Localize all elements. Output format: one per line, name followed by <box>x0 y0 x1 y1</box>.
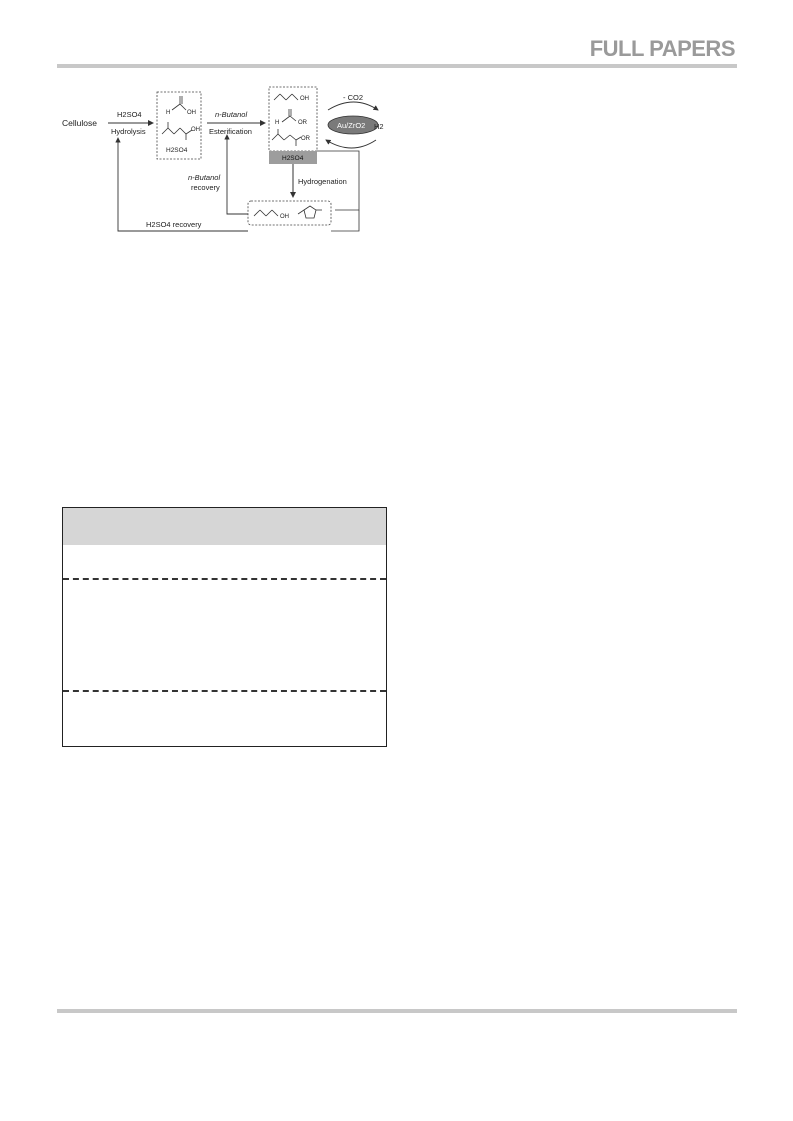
reaction-scheme-figure <box>60 80 384 240</box>
formic-acid-structure <box>172 96 186 110</box>
butyl-levulinate-or-label: OR <box>301 136 310 142</box>
esterification-label: Esterification <box>209 127 252 136</box>
h2so4-recovery-line-tail <box>331 210 359 231</box>
butanol-structure <box>274 94 298 100</box>
footer-rule <box>57 1009 737 1013</box>
cellulose-label: Cellulose <box>62 118 97 128</box>
n-butanol-recovery-label-2: recovery <box>191 183 220 192</box>
hydrolysis-reagent-label: H2SO4 <box>117 110 142 119</box>
table-header-band <box>63 508 386 545</box>
running-header-title: FULL PAPERS <box>589 36 735 61</box>
butanol-product-structure <box>254 210 278 216</box>
catalyst-return-arc <box>326 140 376 148</box>
gamma-valerolactone-structure <box>298 206 322 218</box>
header-rule <box>57 64 737 68</box>
table-rule-bottom <box>63 690 386 692</box>
box1-h2so4-label: H2SO4 <box>166 147 188 154</box>
au-zro2-catalyst-label: Au/ZrO2 <box>337 121 366 130</box>
hydrolysis-label: Hydrolysis <box>111 127 146 136</box>
co2-release-label: - CO2 <box>343 93 364 102</box>
final-products-box <box>248 201 331 225</box>
levulinic-acid-oh-label: OH <box>191 127 200 133</box>
formic-acid-h-label: H <box>166 110 171 116</box>
h2so4-recovery-label: H2SO4 recovery <box>146 220 202 229</box>
butyl-formate-or-label: OR <box>298 120 307 126</box>
butyl-formate-structure <box>282 109 296 122</box>
levulinic-acid-structure <box>162 122 192 140</box>
data-table-frame <box>62 507 387 747</box>
hydrogenation-label: Hydrogenation <box>298 177 347 186</box>
butyl-levulinate-structure <box>272 129 301 146</box>
n-butanol-recovery-label-1: n-Butanol <box>188 173 221 182</box>
butyl-formate-h-label: H <box>275 120 280 126</box>
table-rule-top <box>63 578 386 580</box>
n-butanol-recovery-line <box>227 135 248 214</box>
h2so4-phase-label: H2SO4 <box>282 155 304 162</box>
hydrogen-label: H2 <box>374 122 384 131</box>
formic-acid-oh-label: OH <box>187 110 196 116</box>
co2-release-arc <box>328 102 378 110</box>
butanol-product-oh-label: OH <box>280 214 289 220</box>
esterification-reagent-label: n-Butanol <box>215 110 248 119</box>
butanol-oh-label: OH <box>300 96 309 102</box>
